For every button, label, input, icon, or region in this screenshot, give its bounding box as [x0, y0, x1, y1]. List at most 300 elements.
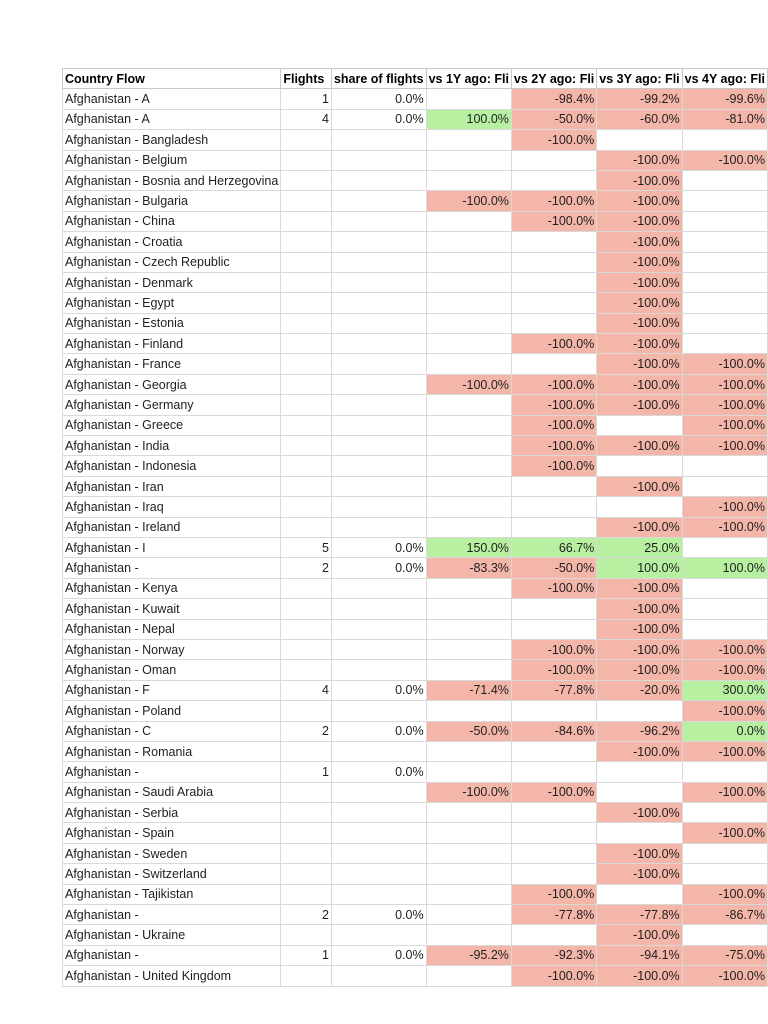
vs-4y-cell[interactable]: -100.0% [682, 782, 767, 802]
vs-4y-cell[interactable] [682, 170, 767, 190]
flights-cell[interactable]: 1 [281, 89, 332, 109]
vs-4y-cell[interactable] [682, 843, 767, 863]
vs-2y-cell[interactable] [511, 803, 596, 823]
vs-3y-cell[interactable]: -100.0% [597, 925, 682, 945]
vs-2y-cell[interactable] [511, 864, 596, 884]
vs-2y-cell[interactable]: -100.0% [511, 415, 596, 435]
flights-cell[interactable] [281, 313, 332, 333]
share-cell[interactable]: 0.0% [331, 537, 426, 557]
vs-2y-cell[interactable] [511, 762, 596, 782]
country-flow-cell[interactable]: Afghanistan - Tajikistan [63, 884, 281, 904]
flights-cell[interactable] [281, 272, 332, 292]
flights-cell[interactable] [281, 476, 332, 496]
vs-4y-cell[interactable]: -75.0% [682, 945, 767, 965]
share-cell[interactable] [331, 517, 426, 537]
vs-4y-cell[interactable]: -100.0% [682, 884, 767, 904]
vs-2y-cell[interactable] [511, 272, 596, 292]
vs-1y-cell[interactable] [426, 966, 511, 986]
vs-1y-cell[interactable] [426, 660, 511, 680]
vs-3y-cell[interactable]: -60.0% [597, 109, 682, 129]
vs-3y-cell[interactable]: -100.0% [597, 639, 682, 659]
vs-4y-cell[interactable] [682, 578, 767, 598]
vs-2y-cell[interactable] [511, 252, 596, 272]
share-cell[interactable] [331, 436, 426, 456]
vs-4y-cell[interactable]: 300.0% [682, 680, 767, 700]
flights-cell[interactable]: 1 [281, 762, 332, 782]
vs-2y-cell[interactable]: -100.0% [511, 334, 596, 354]
vs-3y-cell[interactable]: -100.0% [597, 843, 682, 863]
country-flow-cell[interactable]: Afghanistan - Greece [63, 415, 281, 435]
country-flow-cell[interactable]: Afghanistan - Ukraine [63, 925, 281, 945]
vs-4y-cell[interactable] [682, 313, 767, 333]
share-cell[interactable] [331, 741, 426, 761]
country-flow-cell[interactable]: Afghanistan - [63, 945, 281, 965]
vs-4y-cell[interactable] [682, 232, 767, 252]
vs-2y-cell[interactable]: -100.0% [511, 660, 596, 680]
vs-1y-cell[interactable] [426, 517, 511, 537]
vs-4y-cell[interactable]: -99.6% [682, 89, 767, 109]
vs-4y-cell[interactable] [682, 130, 767, 150]
vs-1y-cell[interactable] [426, 476, 511, 496]
vs-4y-cell[interactable]: -100.0% [682, 374, 767, 394]
flights-cell[interactable] [281, 415, 332, 435]
vs-3y-cell[interactable] [597, 823, 682, 843]
flights-cell[interactable] [281, 456, 332, 476]
vs-3y-cell[interactable]: -100.0% [597, 660, 682, 680]
vs-3y-cell[interactable]: -94.1% [597, 945, 682, 965]
vs-3y-cell[interactable]: -100.0% [597, 272, 682, 292]
vs-3y-cell[interactable]: -100.0% [597, 436, 682, 456]
vs-1y-cell[interactable] [426, 741, 511, 761]
country-flow-cell[interactable]: Afghanistan - Nepal [63, 619, 281, 639]
vs-4y-cell[interactable]: -86.7% [682, 905, 767, 925]
vs-2y-cell[interactable]: -100.0% [511, 436, 596, 456]
country-flow-cell[interactable]: Afghanistan - India [63, 436, 281, 456]
share-cell[interactable] [331, 578, 426, 598]
vs-3y-cell[interactable]: -100.0% [597, 293, 682, 313]
country-flow-cell[interactable]: Afghanistan - Switzerland [63, 864, 281, 884]
header-share-of-flights[interactable]: share of flights [331, 69, 426, 89]
flights-cell[interactable] [281, 966, 332, 986]
country-flow-cell[interactable]: Afghanistan - Poland [63, 701, 281, 721]
vs-1y-cell[interactable]: -100.0% [426, 191, 511, 211]
vs-1y-cell[interactable] [426, 293, 511, 313]
flights-cell[interactable] [281, 925, 332, 945]
vs-3y-cell[interactable]: -100.0% [597, 313, 682, 333]
country-flow-cell[interactable]: Afghanistan - F [63, 680, 281, 700]
country-flow-cell[interactable]: Afghanistan - France [63, 354, 281, 374]
share-cell[interactable]: 0.0% [331, 558, 426, 578]
flights-cell[interactable] [281, 354, 332, 374]
flights-cell[interactable] [281, 395, 332, 415]
vs-2y-cell[interactable] [511, 232, 596, 252]
country-flow-cell[interactable]: Afghanistan - Croatia [63, 232, 281, 252]
vs-4y-cell[interactable]: -100.0% [682, 354, 767, 374]
vs-4y-cell[interactable]: 0.0% [682, 721, 767, 741]
vs-2y-cell[interactable] [511, 170, 596, 190]
flights-cell[interactable] [281, 517, 332, 537]
country-flow-cell[interactable]: Afghanistan - Indonesia [63, 456, 281, 476]
vs-3y-cell[interactable]: -100.0% [597, 150, 682, 170]
vs-2y-cell[interactable] [511, 599, 596, 619]
country-flow-cell[interactable]: Afghanistan - Iraq [63, 497, 281, 517]
vs-2y-cell[interactable] [511, 476, 596, 496]
vs-1y-cell[interactable] [426, 864, 511, 884]
vs-2y-cell[interactable] [511, 925, 596, 945]
vs-4y-cell[interactable] [682, 476, 767, 496]
vs-4y-cell[interactable] [682, 925, 767, 945]
vs-3y-cell[interactable]: -100.0% [597, 232, 682, 252]
share-cell[interactable] [331, 374, 426, 394]
vs-1y-cell[interactable] [426, 905, 511, 925]
vs-3y-cell[interactable]: 25.0% [597, 537, 682, 557]
vs-1y-cell[interactable] [426, 456, 511, 476]
country-flow-cell[interactable]: Afghanistan - China [63, 211, 281, 231]
vs-4y-cell[interactable] [682, 334, 767, 354]
vs-2y-cell[interactable] [511, 823, 596, 843]
vs-1y-cell[interactable] [426, 395, 511, 415]
vs-3y-cell[interactable] [597, 456, 682, 476]
country-flow-cell[interactable]: Afghanistan - A [63, 89, 281, 109]
share-cell[interactable] [331, 843, 426, 863]
vs-2y-cell[interactable] [511, 741, 596, 761]
share-cell[interactable] [331, 191, 426, 211]
vs-3y-cell[interactable]: -100.0% [597, 599, 682, 619]
vs-4y-cell[interactable] [682, 252, 767, 272]
country-flow-cell[interactable]: Afghanistan - Iran [63, 476, 281, 496]
country-flow-cell[interactable]: Afghanistan - Sweden [63, 843, 281, 863]
vs-4y-cell[interactable]: -100.0% [682, 823, 767, 843]
share-cell[interactable] [331, 639, 426, 659]
vs-4y-cell[interactable]: -100.0% [682, 639, 767, 659]
share-cell[interactable] [331, 354, 426, 374]
share-cell[interactable] [331, 497, 426, 517]
country-flow-cell[interactable]: Afghanistan - Belgium [63, 150, 281, 170]
country-flow-cell[interactable]: Afghanistan - I [63, 537, 281, 557]
flights-cell[interactable]: 4 [281, 680, 332, 700]
vs-4y-cell[interactable]: -100.0% [682, 415, 767, 435]
vs-1y-cell[interactable] [426, 823, 511, 843]
share-cell[interactable]: 0.0% [331, 762, 426, 782]
vs-2y-cell[interactable]: -100.0% [511, 211, 596, 231]
vs-3y-cell[interactable] [597, 415, 682, 435]
flights-cell[interactable] [281, 232, 332, 252]
share-cell[interactable]: 0.0% [331, 680, 426, 700]
country-flow-cell[interactable]: Afghanistan - Ireland [63, 517, 281, 537]
vs-3y-cell[interactable]: -96.2% [597, 721, 682, 741]
share-cell[interactable] [331, 660, 426, 680]
vs-3y-cell[interactable]: -100.0% [597, 334, 682, 354]
vs-3y-cell[interactable] [597, 701, 682, 721]
vs-1y-cell[interactable]: -100.0% [426, 782, 511, 802]
vs-3y-cell[interactable] [597, 497, 682, 517]
vs-3y-cell[interactable]: -100.0% [597, 517, 682, 537]
country-flow-cell[interactable]: Afghanistan - Spain [63, 823, 281, 843]
vs-1y-cell[interactable]: -50.0% [426, 721, 511, 741]
share-cell[interactable] [331, 864, 426, 884]
share-cell[interactable] [331, 272, 426, 292]
flights-cell[interactable] [281, 619, 332, 639]
vs-4y-cell[interactable]: -100.0% [682, 517, 767, 537]
share-cell[interactable] [331, 619, 426, 639]
vs-3y-cell[interactable]: -100.0% [597, 476, 682, 496]
country-flow-cell[interactable]: Afghanistan - Finland [63, 334, 281, 354]
vs-4y-cell[interactable]: -100.0% [682, 395, 767, 415]
country-flow-cell[interactable]: Afghanistan - Estonia [63, 313, 281, 333]
country-flow-cell[interactable]: Afghanistan - A [63, 109, 281, 129]
country-flow-cell[interactable]: Afghanistan - Norway [63, 639, 281, 659]
share-cell[interactable] [331, 130, 426, 150]
vs-4y-cell[interactable]: -81.0% [682, 109, 767, 129]
share-cell[interactable] [331, 170, 426, 190]
vs-1y-cell[interactable]: -100.0% [426, 374, 511, 394]
share-cell[interactable] [331, 782, 426, 802]
vs-3y-cell[interactable]: -100.0% [597, 578, 682, 598]
flights-cell[interactable] [281, 436, 332, 456]
vs-1y-cell[interactable] [426, 89, 511, 109]
flights-cell[interactable]: 1 [281, 945, 332, 965]
vs-2y-cell[interactable]: -98.4% [511, 89, 596, 109]
vs-1y-cell[interactable] [426, 313, 511, 333]
share-cell[interactable] [331, 476, 426, 496]
vs-2y-cell[interactable]: -100.0% [511, 130, 596, 150]
vs-4y-cell[interactable] [682, 803, 767, 823]
flights-cell[interactable] [281, 170, 332, 190]
country-flow-cell[interactable]: Afghanistan - Bulgaria [63, 191, 281, 211]
vs-2y-cell[interactable]: -100.0% [511, 966, 596, 986]
header-vs-1y-ago[interactable]: vs 1Y ago: Fli [426, 69, 511, 89]
vs-1y-cell[interactable] [426, 334, 511, 354]
flights-cell[interactable] [281, 191, 332, 211]
flights-cell[interactable]: 2 [281, 905, 332, 925]
vs-1y-cell[interactable] [426, 130, 511, 150]
vs-1y-cell[interactable]: -95.2% [426, 945, 511, 965]
vs-4y-cell[interactable] [682, 272, 767, 292]
header-flights[interactable]: Flights [281, 69, 332, 89]
share-cell[interactable] [331, 701, 426, 721]
vs-3y-cell[interactable] [597, 884, 682, 904]
country-flow-cell[interactable]: Afghanistan - Egypt [63, 293, 281, 313]
vs-2y-cell[interactable]: -100.0% [511, 578, 596, 598]
share-cell[interactable]: 0.0% [331, 721, 426, 741]
vs-4y-cell[interactable]: -100.0% [682, 660, 767, 680]
vs-1y-cell[interactable] [426, 701, 511, 721]
flights-cell[interactable] [281, 639, 332, 659]
vs-3y-cell[interactable]: -100.0% [597, 741, 682, 761]
share-cell[interactable] [331, 415, 426, 435]
vs-4y-cell[interactable]: -100.0% [682, 741, 767, 761]
country-flow-cell[interactable]: Afghanistan - Romania [63, 741, 281, 761]
vs-2y-cell[interactable] [511, 150, 596, 170]
flights-cell[interactable] [281, 578, 332, 598]
share-cell[interactable] [331, 211, 426, 231]
vs-3y-cell[interactable]: -100.0% [597, 170, 682, 190]
flights-cell[interactable] [281, 150, 332, 170]
flights-cell[interactable] [281, 782, 332, 802]
country-flow-cell[interactable]: Afghanistan - [63, 905, 281, 925]
vs-1y-cell[interactable] [426, 599, 511, 619]
vs-2y-cell[interactable] [511, 619, 596, 639]
vs-3y-cell[interactable]: -20.0% [597, 680, 682, 700]
vs-1y-cell[interactable] [426, 415, 511, 435]
vs-4y-cell[interactable] [682, 211, 767, 231]
vs-2y-cell[interactable] [511, 701, 596, 721]
vs-4y-cell[interactable]: -100.0% [682, 150, 767, 170]
vs-3y-cell[interactable]: -100.0% [597, 374, 682, 394]
vs-3y-cell[interactable] [597, 762, 682, 782]
flights-cell[interactable] [281, 660, 332, 680]
vs-1y-cell[interactable] [426, 232, 511, 252]
country-flow-cell[interactable]: Afghanistan - [63, 762, 281, 782]
vs-1y-cell[interactable] [426, 354, 511, 374]
share-cell[interactable] [331, 252, 426, 272]
vs-3y-cell[interactable]: -100.0% [597, 619, 682, 639]
share-cell[interactable] [331, 293, 426, 313]
country-flow-cell[interactable]: Afghanistan - Czech Republic [63, 252, 281, 272]
vs-3y-cell[interactable]: -100.0% [597, 803, 682, 823]
vs-4y-cell[interactable] [682, 762, 767, 782]
share-cell[interactable] [331, 925, 426, 945]
flights-cell[interactable] [281, 599, 332, 619]
vs-1y-cell[interactable] [426, 252, 511, 272]
vs-1y-cell[interactable] [426, 884, 511, 904]
share-cell[interactable]: 0.0% [331, 945, 426, 965]
vs-1y-cell[interactable] [426, 803, 511, 823]
vs-4y-cell[interactable]: -100.0% [682, 436, 767, 456]
flights-cell[interactable] [281, 803, 332, 823]
vs-4y-cell[interactable]: 100.0% [682, 558, 767, 578]
vs-3y-cell[interactable]: -100.0% [597, 966, 682, 986]
share-cell[interactable] [331, 884, 426, 904]
vs-3y-cell[interactable]: -99.2% [597, 89, 682, 109]
flights-cell[interactable] [281, 741, 332, 761]
share-cell[interactable]: 0.0% [331, 109, 426, 129]
vs-3y-cell[interactable] [597, 782, 682, 802]
vs-1y-cell[interactable] [426, 843, 511, 863]
vs-3y-cell[interactable]: -100.0% [597, 354, 682, 374]
header-vs-3y-ago[interactable]: vs 3Y ago: Fli [597, 69, 682, 89]
share-cell[interactable] [331, 456, 426, 476]
flights-cell[interactable]: 2 [281, 558, 332, 578]
vs-3y-cell[interactable]: 100.0% [597, 558, 682, 578]
country-flow-cell[interactable]: Afghanistan - Bangladesh [63, 130, 281, 150]
flights-cell[interactable] [281, 334, 332, 354]
vs-4y-cell[interactable] [682, 864, 767, 884]
flights-cell[interactable] [281, 843, 332, 863]
vs-1y-cell[interactable] [426, 436, 511, 456]
vs-1y-cell[interactable] [426, 639, 511, 659]
vs-4y-cell[interactable] [682, 537, 767, 557]
vs-3y-cell[interactable]: -77.8% [597, 905, 682, 925]
header-vs-2y-ago[interactable]: vs 2Y ago: Fli [511, 69, 596, 89]
header-country-flow[interactable]: Country Flow [63, 69, 281, 89]
vs-2y-cell[interactable]: -77.8% [511, 680, 596, 700]
vs-3y-cell[interactable]: -100.0% [597, 252, 682, 272]
vs-2y-cell[interactable] [511, 293, 596, 313]
vs-2y-cell[interactable]: -50.0% [511, 109, 596, 129]
vs-2y-cell[interactable] [511, 517, 596, 537]
vs-2y-cell[interactable]: -100.0% [511, 374, 596, 394]
flights-cell[interactable] [281, 374, 332, 394]
vs-3y-cell[interactable]: -100.0% [597, 191, 682, 211]
country-flow-cell[interactable]: Afghanistan - Bosnia and Herzegovina [63, 170, 281, 190]
vs-4y-cell[interactable]: -100.0% [682, 966, 767, 986]
share-cell[interactable] [331, 599, 426, 619]
country-flow-cell[interactable]: Afghanistan - Georgia [63, 374, 281, 394]
vs-1y-cell[interactable] [426, 497, 511, 517]
vs-2y-cell[interactable]: -84.6% [511, 721, 596, 741]
vs-2y-cell[interactable]: -100.0% [511, 884, 596, 904]
vs-1y-cell[interactable] [426, 762, 511, 782]
vs-1y-cell[interactable] [426, 150, 511, 170]
vs-3y-cell[interactable]: -100.0% [597, 864, 682, 884]
country-flow-cell[interactable]: Afghanistan - Saudi Arabia [63, 782, 281, 802]
country-flow-cell[interactable]: Afghanistan - Serbia [63, 803, 281, 823]
share-cell[interactable] [331, 334, 426, 354]
vs-1y-cell[interactable] [426, 925, 511, 945]
share-cell[interactable]: 0.0% [331, 89, 426, 109]
vs-4y-cell[interactable]: -100.0% [682, 701, 767, 721]
vs-3y-cell[interactable]: -100.0% [597, 395, 682, 415]
country-flow-cell[interactable]: Afghanistan - C [63, 721, 281, 741]
share-cell[interactable] [331, 395, 426, 415]
vs-2y-cell[interactable]: -100.0% [511, 639, 596, 659]
header-vs-4y-ago[interactable]: vs 4Y ago: Fli [682, 69, 767, 89]
vs-2y-cell[interactable]: 66.7% [511, 537, 596, 557]
share-cell[interactable] [331, 803, 426, 823]
vs-2y-cell[interactable]: -100.0% [511, 191, 596, 211]
flights-cell[interactable] [281, 884, 332, 904]
share-cell[interactable] [331, 966, 426, 986]
vs-3y-cell[interactable] [597, 130, 682, 150]
vs-2y-cell[interactable]: -100.0% [511, 456, 596, 476]
country-flow-cell[interactable]: Afghanistan - Kenya [63, 578, 281, 598]
vs-4y-cell[interactable] [682, 619, 767, 639]
country-flow-cell[interactable]: Afghanistan - United Kingdom [63, 966, 281, 986]
share-cell[interactable]: 0.0% [331, 905, 426, 925]
vs-2y-cell[interactable]: -100.0% [511, 395, 596, 415]
flights-cell[interactable] [281, 864, 332, 884]
vs-1y-cell[interactable]: 150.0% [426, 537, 511, 557]
flights-cell[interactable]: 4 [281, 109, 332, 129]
share-cell[interactable] [331, 823, 426, 843]
vs-2y-cell[interactable]: -100.0% [511, 782, 596, 802]
vs-1y-cell[interactable] [426, 578, 511, 598]
vs-4y-cell[interactable]: -100.0% [682, 497, 767, 517]
flights-cell[interactable] [281, 252, 332, 272]
vs-2y-cell[interactable]: -50.0% [511, 558, 596, 578]
country-flow-cell[interactable]: Afghanistan - Kuwait [63, 599, 281, 619]
flights-cell[interactable] [281, 823, 332, 843]
share-cell[interactable] [331, 232, 426, 252]
vs-1y-cell[interactable] [426, 272, 511, 292]
vs-1y-cell[interactable] [426, 619, 511, 639]
vs-4y-cell[interactable] [682, 293, 767, 313]
flights-cell[interactable] [281, 211, 332, 231]
flights-cell[interactable] [281, 497, 332, 517]
country-flow-cell[interactable]: Afghanistan - Denmark [63, 272, 281, 292]
vs-2y-cell[interactable] [511, 354, 596, 374]
flights-cell[interactable] [281, 130, 332, 150]
vs-2y-cell[interactable] [511, 843, 596, 863]
vs-2y-cell[interactable]: -92.3% [511, 945, 596, 965]
flights-cell[interactable] [281, 293, 332, 313]
country-flow-cell[interactable]: Afghanistan - [63, 558, 281, 578]
share-cell[interactable] [331, 313, 426, 333]
vs-2y-cell[interactable] [511, 313, 596, 333]
flights-cell[interactable] [281, 701, 332, 721]
vs-2y-cell[interactable] [511, 497, 596, 517]
